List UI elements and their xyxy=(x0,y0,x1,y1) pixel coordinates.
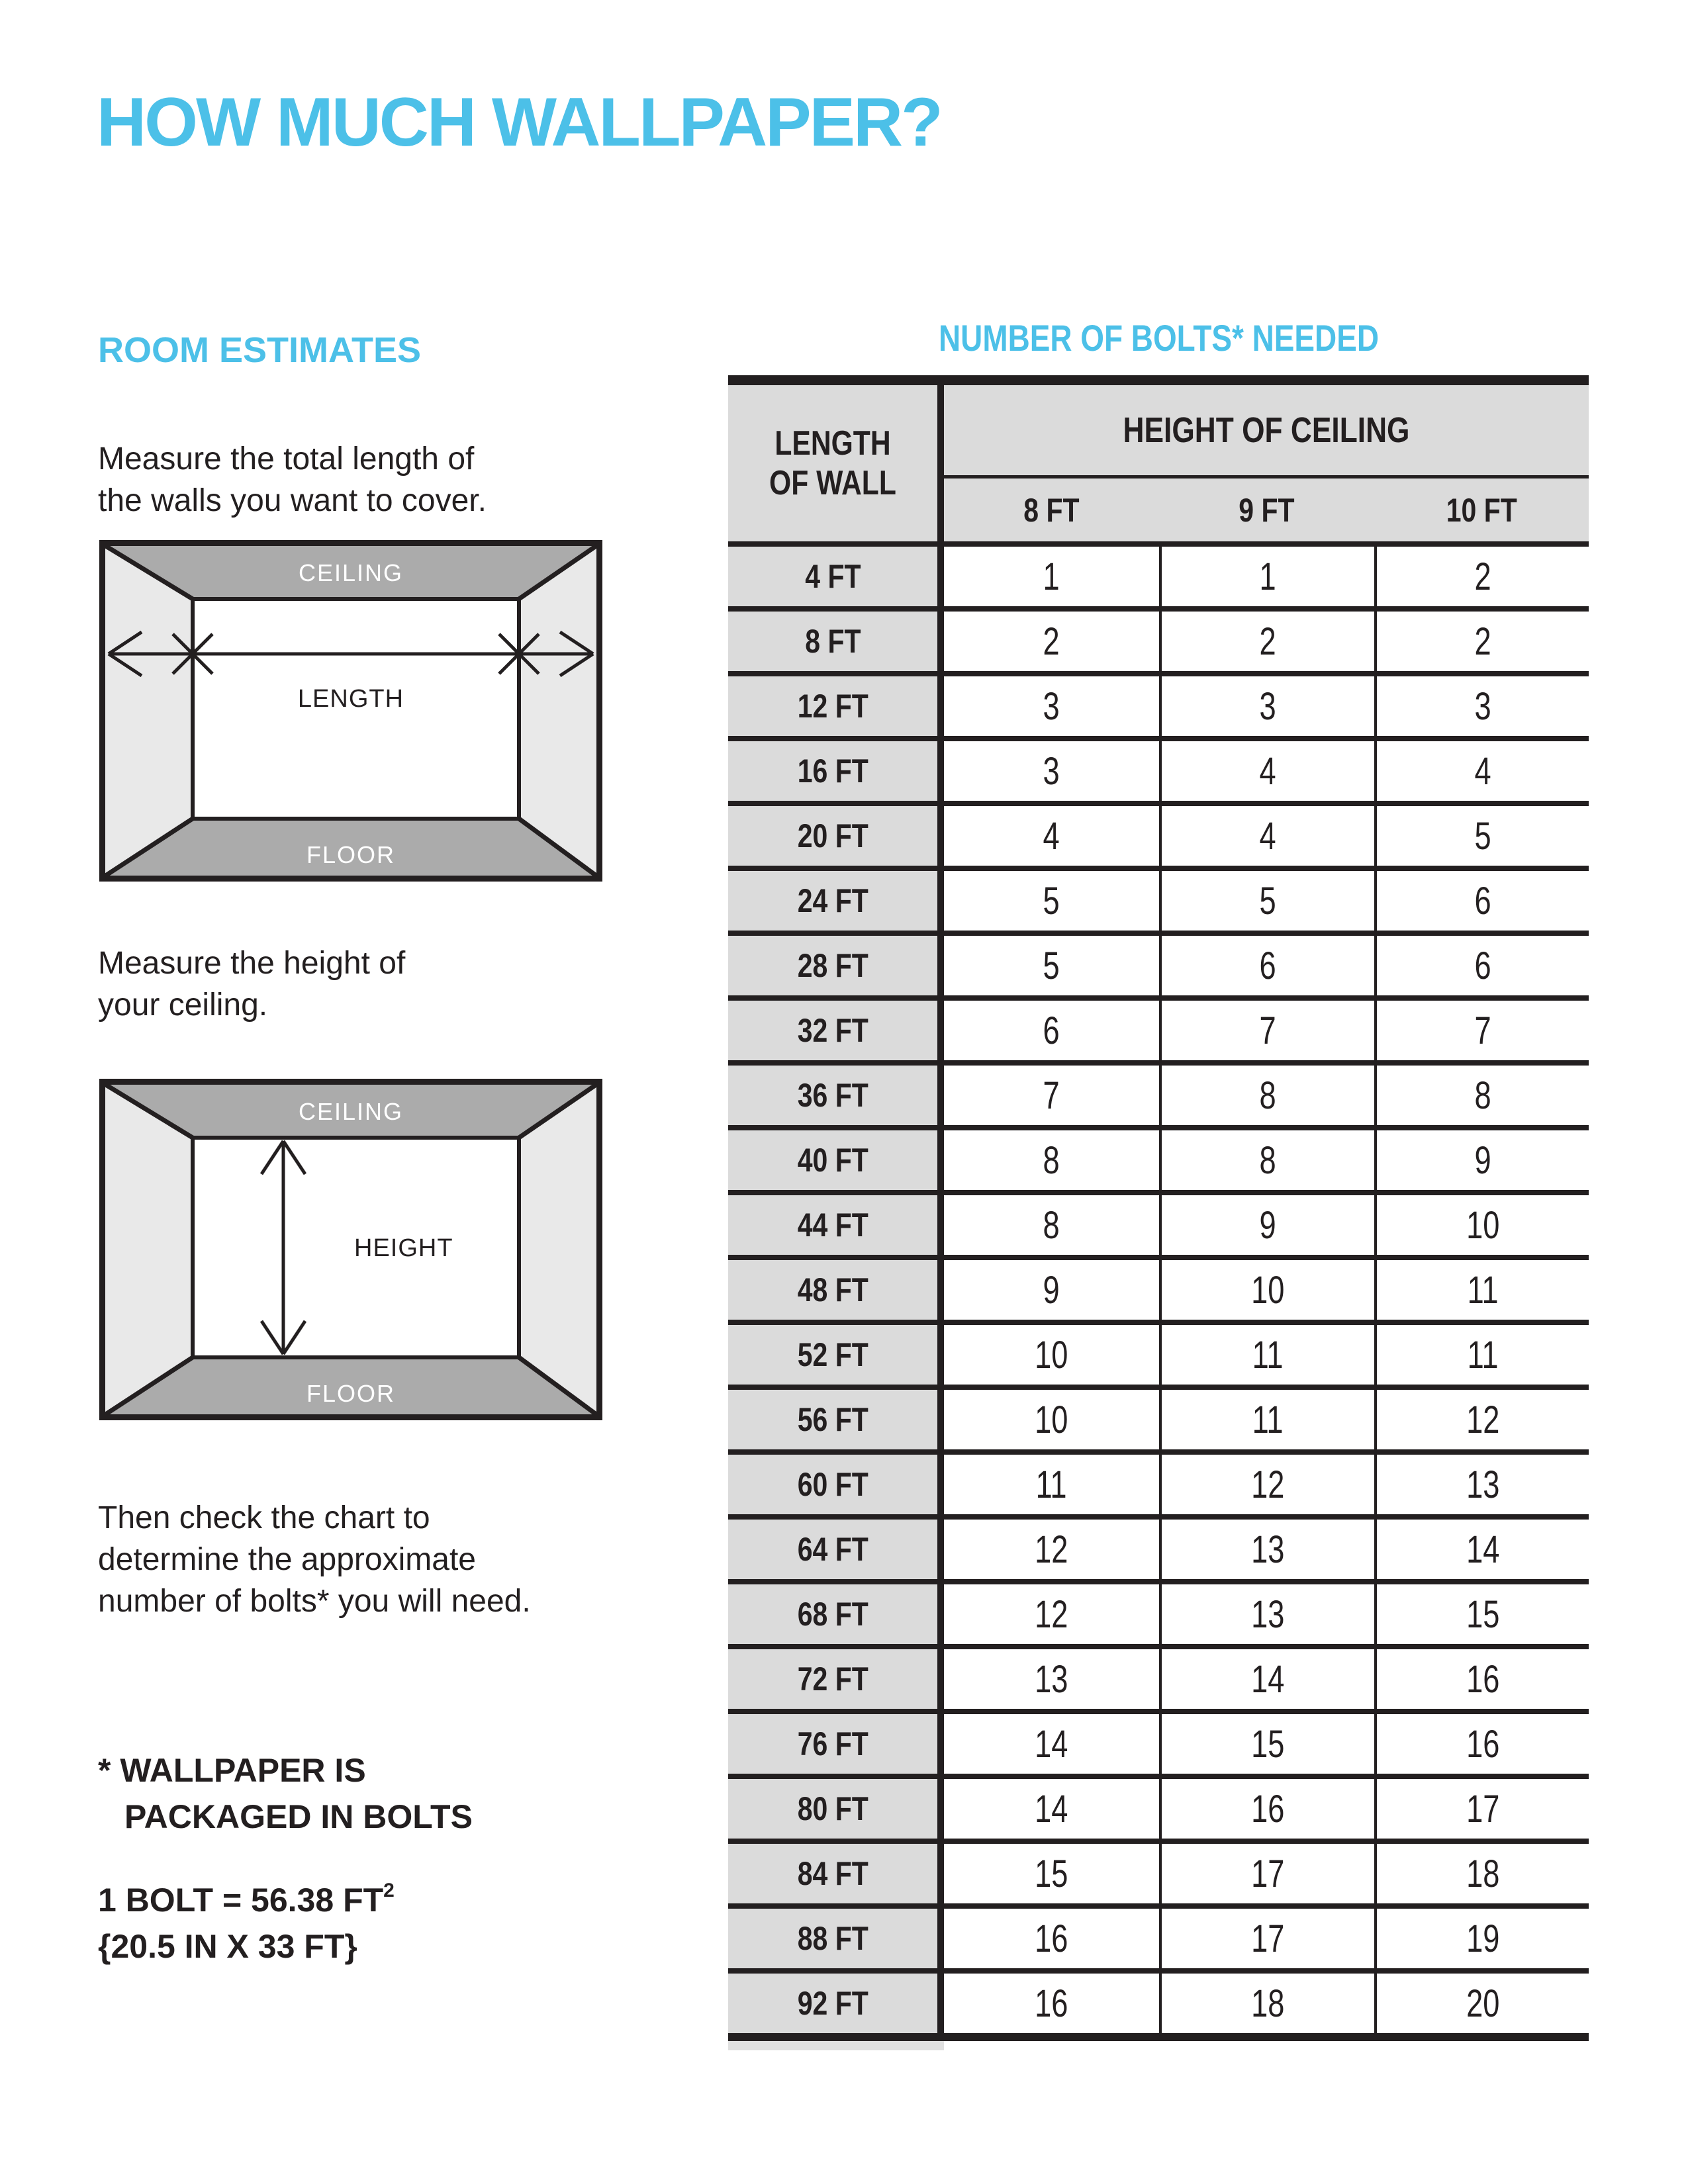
table-row xyxy=(728,1255,1589,1320)
row-header-cell: 48 FT xyxy=(728,1260,944,1320)
value-cell-8ft: 13 xyxy=(944,1649,1159,1709)
value-cell-10ft: 4 xyxy=(1374,741,1589,801)
value-cell-9ft: 8 xyxy=(1159,1130,1374,1190)
value-cell-10ft: 8 xyxy=(1374,1066,1589,1125)
instruction-check-chart xyxy=(98,1497,531,1622)
text-line: Measure the height of xyxy=(98,946,406,981)
value-cell-10ft: 13 xyxy=(1374,1455,1589,1514)
value-cell-8ft: 10 xyxy=(944,1390,1159,1449)
value-cell-8ft: 8 xyxy=(944,1130,1159,1190)
table-row xyxy=(728,866,1589,931)
value-cell-10ft: 16 xyxy=(1374,1714,1589,1774)
page-title: HOW MUCH WALLPAPER? xyxy=(97,84,941,161)
row-header-cell: 4 FT xyxy=(728,547,944,606)
row-header-cell: 80 FT xyxy=(728,1779,944,1839)
value-cell-9ft: 4 xyxy=(1159,741,1374,801)
column-header-9ft: 9 FT xyxy=(1159,478,1374,541)
ceiling-height-columns xyxy=(944,478,1589,541)
value-cell-8ft: 5 xyxy=(944,871,1159,931)
row-header-cell: 92 FT xyxy=(728,1974,944,2033)
table-row xyxy=(728,1903,1589,1968)
value-cell-8ft: 3 xyxy=(944,676,1159,736)
table-row xyxy=(728,671,1589,736)
row-header-cell: 20 FT xyxy=(728,806,944,866)
table-row xyxy=(728,736,1589,801)
text-line: LENGTH xyxy=(774,424,891,463)
value-cell-8ft: 12 xyxy=(944,1584,1159,1644)
superscript-2: 2 xyxy=(383,1880,395,1901)
text-line: the walls you want to cover. xyxy=(98,483,487,518)
text-line: your ceiling. xyxy=(98,987,268,1023)
text-line: PACKAGED IN BOLTS xyxy=(124,1798,473,1835)
column-header-8ft: 8 FT xyxy=(944,478,1159,541)
row-header-cell: 64 FT xyxy=(728,1520,944,1579)
row-header-cell: 84 FT xyxy=(728,1844,944,1903)
value-cell-9ft: 17 xyxy=(1159,1844,1374,1903)
value-cell-8ft: 14 xyxy=(944,1779,1159,1839)
value-cell-9ft: 13 xyxy=(1159,1520,1374,1579)
value-cell-8ft: 4 xyxy=(944,806,1159,866)
value-cell-9ft: 12 xyxy=(1159,1455,1374,1514)
table-row xyxy=(728,801,1589,866)
value-cell-9ft: 10 xyxy=(1159,1260,1374,1320)
table-row xyxy=(728,1385,1589,1449)
floor-label: FLOOR xyxy=(306,841,396,868)
row-header-cell: 44 FT xyxy=(728,1195,944,1255)
table-row xyxy=(728,606,1589,671)
table-row xyxy=(728,1579,1589,1644)
value-cell-9ft: 8 xyxy=(1159,1066,1374,1125)
height-of-ceiling-header: HEIGHT OF CEILING xyxy=(944,385,1589,478)
value-cell-10ft: 9 xyxy=(1374,1130,1589,1190)
table-row xyxy=(728,1968,1589,2033)
table-row xyxy=(728,1320,1589,1385)
text-line: determine the approximate xyxy=(98,1542,476,1577)
value-cell-9ft: 4 xyxy=(1159,806,1374,866)
value-cell-9ft: 6 xyxy=(1159,936,1374,995)
height-measure-label: HEIGHT xyxy=(354,1234,453,1262)
table-row xyxy=(728,1839,1589,1903)
value-cell-9ft: 16 xyxy=(1159,1779,1374,1839)
row-header-cell: 68 FT xyxy=(728,1584,944,1644)
value-cell-8ft: 6 xyxy=(944,1001,1159,1060)
value-cell-10ft: 7 xyxy=(1374,1001,1589,1060)
value-cell-9ft: 2 xyxy=(1159,612,1374,671)
bolt-table-rows xyxy=(728,541,1589,2033)
row-header-cell: 28 FT xyxy=(728,936,944,995)
value-cell-9ft: 7 xyxy=(1159,1001,1374,1060)
value-cell-10ft: 11 xyxy=(1374,1325,1589,1385)
table-row xyxy=(728,1514,1589,1579)
value-cell-10ft: 3 xyxy=(1374,676,1589,736)
table-row xyxy=(728,1125,1589,1190)
text-line: number of bolts* you will need. xyxy=(98,1584,531,1619)
value-cell-9ft: 15 xyxy=(1159,1714,1374,1774)
value-cell-10ft: 10 xyxy=(1374,1195,1589,1255)
row-header-cell: 8 FT xyxy=(728,612,944,671)
value-cell-10ft: 12 xyxy=(1374,1390,1589,1449)
instruction-measure-height xyxy=(98,942,405,1026)
table-row xyxy=(728,995,1589,1060)
table-top-bar xyxy=(728,375,1589,385)
value-cell-10ft: 5 xyxy=(1374,806,1589,866)
text-line: * WALLPAPER IS xyxy=(98,1752,366,1789)
row-header-cell: 12 FT xyxy=(728,676,944,736)
value-cell-9ft: 18 xyxy=(1159,1974,1374,2033)
table-row xyxy=(728,1644,1589,1709)
value-cell-8ft: 10 xyxy=(944,1325,1159,1385)
value-cell-9ft: 5 xyxy=(1159,871,1374,931)
value-cell-10ft: 20 xyxy=(1374,1974,1589,2033)
value-cell-10ft: 19 xyxy=(1374,1909,1589,1968)
table-row xyxy=(728,1449,1589,1514)
value-cell-9ft: 11 xyxy=(1159,1390,1374,1449)
room-height-diagram xyxy=(99,1079,602,1420)
value-cell-8ft: 7 xyxy=(944,1066,1159,1125)
bolt-area-line: 1 BOLT = 56.38 $FT^2$ xyxy=(98,1880,395,1919)
table-footer-stub xyxy=(728,2041,944,2050)
row-header-cell: 36 FT xyxy=(728,1066,944,1125)
value-cell-9ft: 13 xyxy=(1159,1584,1374,1644)
row-header-cell: 40 FT xyxy=(728,1130,944,1190)
value-cell-8ft: 11 xyxy=(944,1455,1159,1514)
row-header-cell: 88 FT xyxy=(728,1909,944,1968)
bolts-needed-heading: NUMBER OF BOLTS* NEEDED xyxy=(938,317,1379,359)
value-cell-8ft: 3 xyxy=(944,741,1159,801)
text-line: OF WALL xyxy=(769,464,896,502)
row-header-cell: 52 FT xyxy=(728,1325,944,1385)
table-row xyxy=(728,1774,1589,1839)
row-header-cell: 24 FT xyxy=(728,871,944,931)
length-of-wall-header xyxy=(728,385,944,541)
table-row xyxy=(728,1060,1589,1125)
wallpaper-bolts-footnote xyxy=(98,1747,473,1840)
table-row xyxy=(728,1190,1589,1255)
value-cell-10ft: 18 xyxy=(1374,1844,1589,1903)
value-cell-8ft: 16 xyxy=(944,1909,1159,1968)
value-cell-8ft: 14 xyxy=(944,1714,1159,1774)
value-cell-8ft: 15 xyxy=(944,1844,1159,1903)
row-header-cell: 60 FT xyxy=(728,1455,944,1514)
value-cell-8ft: 5 xyxy=(944,936,1159,995)
bolt-size-facts xyxy=(98,1868,395,1970)
value-cell-10ft: 2 xyxy=(1374,612,1589,671)
row-header-cell: 16 FT xyxy=(728,741,944,801)
ceiling-label: CEILING xyxy=(298,559,404,586)
table-bottom-bar xyxy=(728,2033,1589,2041)
value-cell-10ft: 6 xyxy=(1374,871,1589,931)
bolt-dimensions-line: {20.5 IN X 33 FT} xyxy=(98,1928,357,1965)
value-cell-8ft: 1 xyxy=(944,547,1159,606)
value-cell-9ft: 9 xyxy=(1159,1195,1374,1255)
value-cell-10ft: 11 xyxy=(1374,1260,1589,1320)
bolts-table xyxy=(728,375,1589,2050)
ceiling-label: CEILING xyxy=(298,1098,404,1125)
length-measure-label: LENGTH xyxy=(297,685,404,713)
row-header-cell: 56 FT xyxy=(728,1390,944,1449)
ceiling-header-group xyxy=(944,385,1589,541)
value-cell-8ft: 8 xyxy=(944,1195,1159,1255)
table-row xyxy=(728,541,1589,606)
value-cell-9ft: 1 xyxy=(1159,547,1374,606)
value-cell-10ft: 15 xyxy=(1374,1584,1589,1644)
table-header xyxy=(728,385,1589,541)
value-cell-10ft: 17 xyxy=(1374,1779,1589,1839)
value-cell-9ft: 17 xyxy=(1159,1909,1374,1968)
value-cell-9ft: 3 xyxy=(1159,676,1374,736)
value-cell-8ft: 12 xyxy=(944,1520,1159,1579)
value-cell-10ft: 16 xyxy=(1374,1649,1589,1709)
value-cell-9ft: 14 xyxy=(1159,1649,1374,1709)
value-cell-8ft: 16 xyxy=(944,1974,1159,2033)
value-cell-10ft: 14 xyxy=(1374,1520,1589,1579)
row-header-cell: 76 FT xyxy=(728,1714,944,1774)
row-header-cell: 72 FT xyxy=(728,1649,944,1709)
value-cell-10ft: 2 xyxy=(1374,547,1589,606)
text-line: Then check the chart to xyxy=(98,1500,430,1535)
column-header-10ft: 10 FT xyxy=(1374,478,1589,541)
floor-label: FLOOR xyxy=(306,1380,396,1407)
room-length-diagram xyxy=(99,540,602,882)
value-cell-8ft: 2 xyxy=(944,612,1159,671)
value-cell-8ft: 9 xyxy=(944,1260,1159,1320)
table-row xyxy=(728,931,1589,995)
value-cell-10ft: 6 xyxy=(1374,936,1589,995)
room-estimates-heading: ROOM ESTIMATES xyxy=(98,330,422,370)
table-row xyxy=(728,1709,1589,1774)
text-line: Measure the total length of xyxy=(98,441,475,477)
row-header-cell: 32 FT xyxy=(728,1001,944,1060)
value-cell-9ft: 11 xyxy=(1159,1325,1374,1385)
instruction-measure-length xyxy=(98,438,487,522)
